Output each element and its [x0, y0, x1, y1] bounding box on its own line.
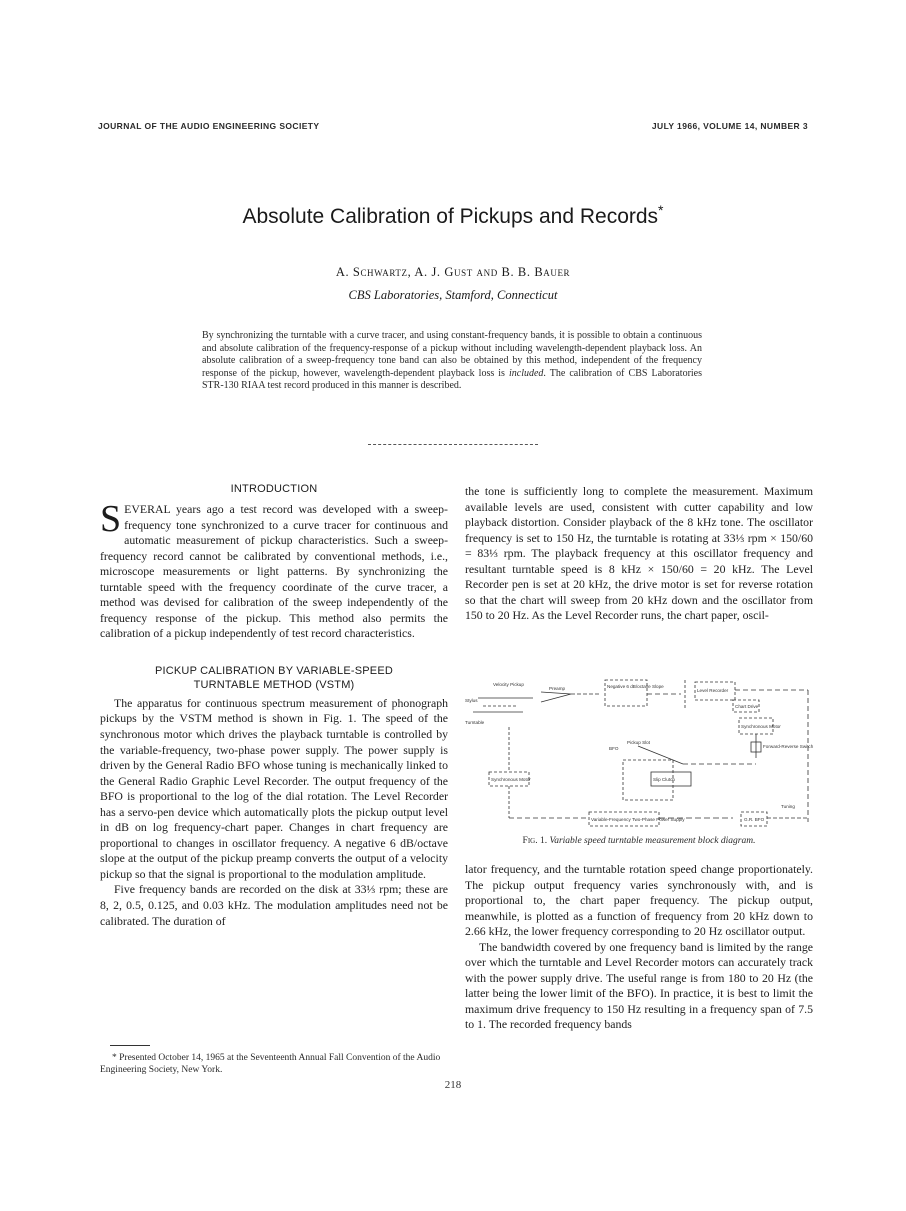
- label-chart-drive: Chart Drive: [735, 704, 759, 709]
- abstract-emphasis: included: [508, 367, 544, 379]
- figure-block-diagram: [463, 672, 815, 832]
- label-bfo: BFO: [609, 746, 619, 751]
- abstract-part-2: . The calibration of CBS Laboratories STR-130 RIAA test record produced in this manner is described.: [202, 367, 703, 392]
- label-velocity-pickup: Velocity Pickup: [493, 682, 524, 687]
- figure-number: Fig. 1.: [522, 836, 548, 846]
- abstract-part-1: By synchronizing the turntable with a curve tracer, and using constant-frequency bands, it is possible to obtain a continuous and absolute calibration of the frequency-response of a pickup without including wavelength-dependent playback loss. An absolute calibration of a sweep-frequency tone band can also be obtained by this method, independent of the frequency response of the pickup, however, wavelength-dependent playback loss is: [202, 330, 702, 379]
- label-level-recorder: Level Recorder: [697, 688, 729, 693]
- footnote-rule: [110, 1045, 150, 1046]
- title-text: Absolute Calibration of Pickups and Records: [242, 205, 659, 228]
- label-forward-reverse: Forward-Reverse Switch: [763, 744, 814, 749]
- introduction-paragraph: [100, 498, 448, 642]
- label-gr-bfo: G.R. BFO: [744, 817, 765, 822]
- abstract: [202, 330, 702, 393]
- right-paragraph-3: The bandwidth covered by one frequency band is limited by the range over which the turntable and Level Recorder motors can accurately track with the power supply drive. The useful range is from 180 to 20 Hz (the latter being the lower limit of the BFO). In practice, it is best to limit the maximum drive frequency to 150 Hz resulting in a frequency span of 7.5 to 1. The recorded frequency bands: [465, 939, 813, 1032]
- vstm-heading-line-2: TURNTABLE METHOD (VSTM): [193, 678, 355, 691]
- introduction-text: EVERAL years ago a test record was developed with a sweep-frequency tone synchronized to a curve tracer for continuous and automatic measurement of pickup characteristics. Such a sweep-frequency record cannot be calibrated by conventional methods, i.e., microscope measurements or light patterns. By synchronizing the turntable speed with the frequency coordinate of the curve tracer, a method was devised for calibration of the sweep independently of the frequency response of the pickup. This method also permits the calibration of a pickup independently of test record characteristics.: [100, 502, 448, 641]
- label-synchronous-motor-left: Synchronous Motor: [491, 777, 531, 782]
- figure-caption-text: Variable speed turntable measurement block diagram.: [549, 836, 756, 846]
- issue-info: JULY 1966, VOLUME 14, NUMBER 3: [651, 121, 808, 131]
- drop-cap: S: [100, 498, 122, 540]
- pickup-slot-line: [638, 746, 683, 764]
- vstm-heading: [100, 664, 448, 692]
- right-column-bottom: [465, 862, 813, 1033]
- authors: A. Schwartz, A. J. Gust and B. B. Bauer: [335, 265, 571, 279]
- journal-name: JOURNAL OF THE AUDIO ENGINEERING SOCIETY: [98, 121, 320, 131]
- vstm-paragraph-2: Five frequency bands are recorded on the disk at 33⅓ rpm; these are 8, 2, 0.5, 0.125, and 0.03 kHz. The modulation amplitudes need not be calibrated. The duration of: [100, 882, 448, 928]
- section-divider: [368, 444, 538, 445]
- label-synchronous-motor-right: Synchronous Motor: [741, 724, 781, 729]
- left-column: [100, 482, 448, 929]
- right-paragraph-1: the tone is sufficiently long to complete the measurement. Maximum available levels are used, consistent with cutter capability and low playback distortion. Consider playback of the 8 kHz tone. The oscillator frequency is set to 150 Hz, the turntable is rotating at 33⅓ rpm × 150/60 = 83⅓ rpm. The playback frequency at this oscillator frequency and resultant turntable speed is 8 kHz × 150/60 = 20 kHz. The Level Recorder pen is set at 20 kHz, the drive motor is set for reverse rotation so that the chart will sweep from 20 kHz down and the oscillator from 150 to 20 Hz. As the Level Recorder runs, the chart paper, oscil-: [465, 484, 813, 623]
- label-preamp: Preamp: [549, 686, 566, 691]
- label-slip-clutch: Slip Clutch: [653, 777, 675, 782]
- vstm-paragraph-1: The apparatus for continuous spectrum measurement of phonograph pickups by the VSTM method is shown in Fig. 1. The speed of the synchronous motor which drives the playback turntable is controlled by the variable-frequency, two-phase power supply. The power supply is driven by the General Radio BFO whose tuning is mechanically linked to the General Radio Graphic Level Recorder. The output frequency of the BFO is proportional to the log of the dial rotation. The Level Recorder has a servo-pen device which automatically plots the pickup output level in dB on log frequency-chart paper. Changes in chart frequency are proportional to changes in oscillator frequency. A negative 6 dB/octave slope at the output of the pickup preamp converts the output of a velocity pickup so that the signal is proportional to the modulation amplitude.: [100, 695, 448, 881]
- block-diagram-svg: [463, 672, 815, 832]
- title-footnote-mark: *: [658, 202, 664, 218]
- label-stylus: Stylus: [465, 698, 478, 703]
- affiliation: CBS Laboratories, Stamford, Connecticut: [348, 288, 558, 302]
- footnote: * Presented October 14, 1965 at the Seventeenth Annual Fall Convention of the Audio Engineering Society, New York.: [100, 1053, 441, 1075]
- right-column-top: [465, 484, 813, 624]
- label-pickup-slot: Pickup Slot: [627, 740, 650, 745]
- right-paragraph-2: lator frequency, and the turntable rotation speed change proportionately. The pickup output frequency varies synchronously with, and is proportional to, the chart paper frequency. The pickup output, meanwhile, is plotted as a function of frequency from 20 kHz down to 2.66 kHz, the lower frequency corresponding to 20 Hz oscillator output.: [465, 862, 813, 939]
- page-number: 218: [444, 1079, 462, 1091]
- preamp-triangle: [541, 692, 571, 702]
- vstm-heading-line-1: PICKUP CALIBRATION BY VARIABLE-SPEED: [154, 664, 394, 677]
- paper-title: [0, 202, 906, 229]
- label-turntable: Turntable: [465, 720, 485, 725]
- label-tuning: Tuning: [781, 804, 795, 809]
- figure-caption: [463, 836, 815, 846]
- label-power-supply: Variable-Frequency Two-Phase Power Supply: [591, 817, 685, 822]
- introduction-heading: INTRODUCTION: [230, 483, 318, 495]
- label-negative-slope: Negative 6 dB/octave Slope: [607, 684, 664, 689]
